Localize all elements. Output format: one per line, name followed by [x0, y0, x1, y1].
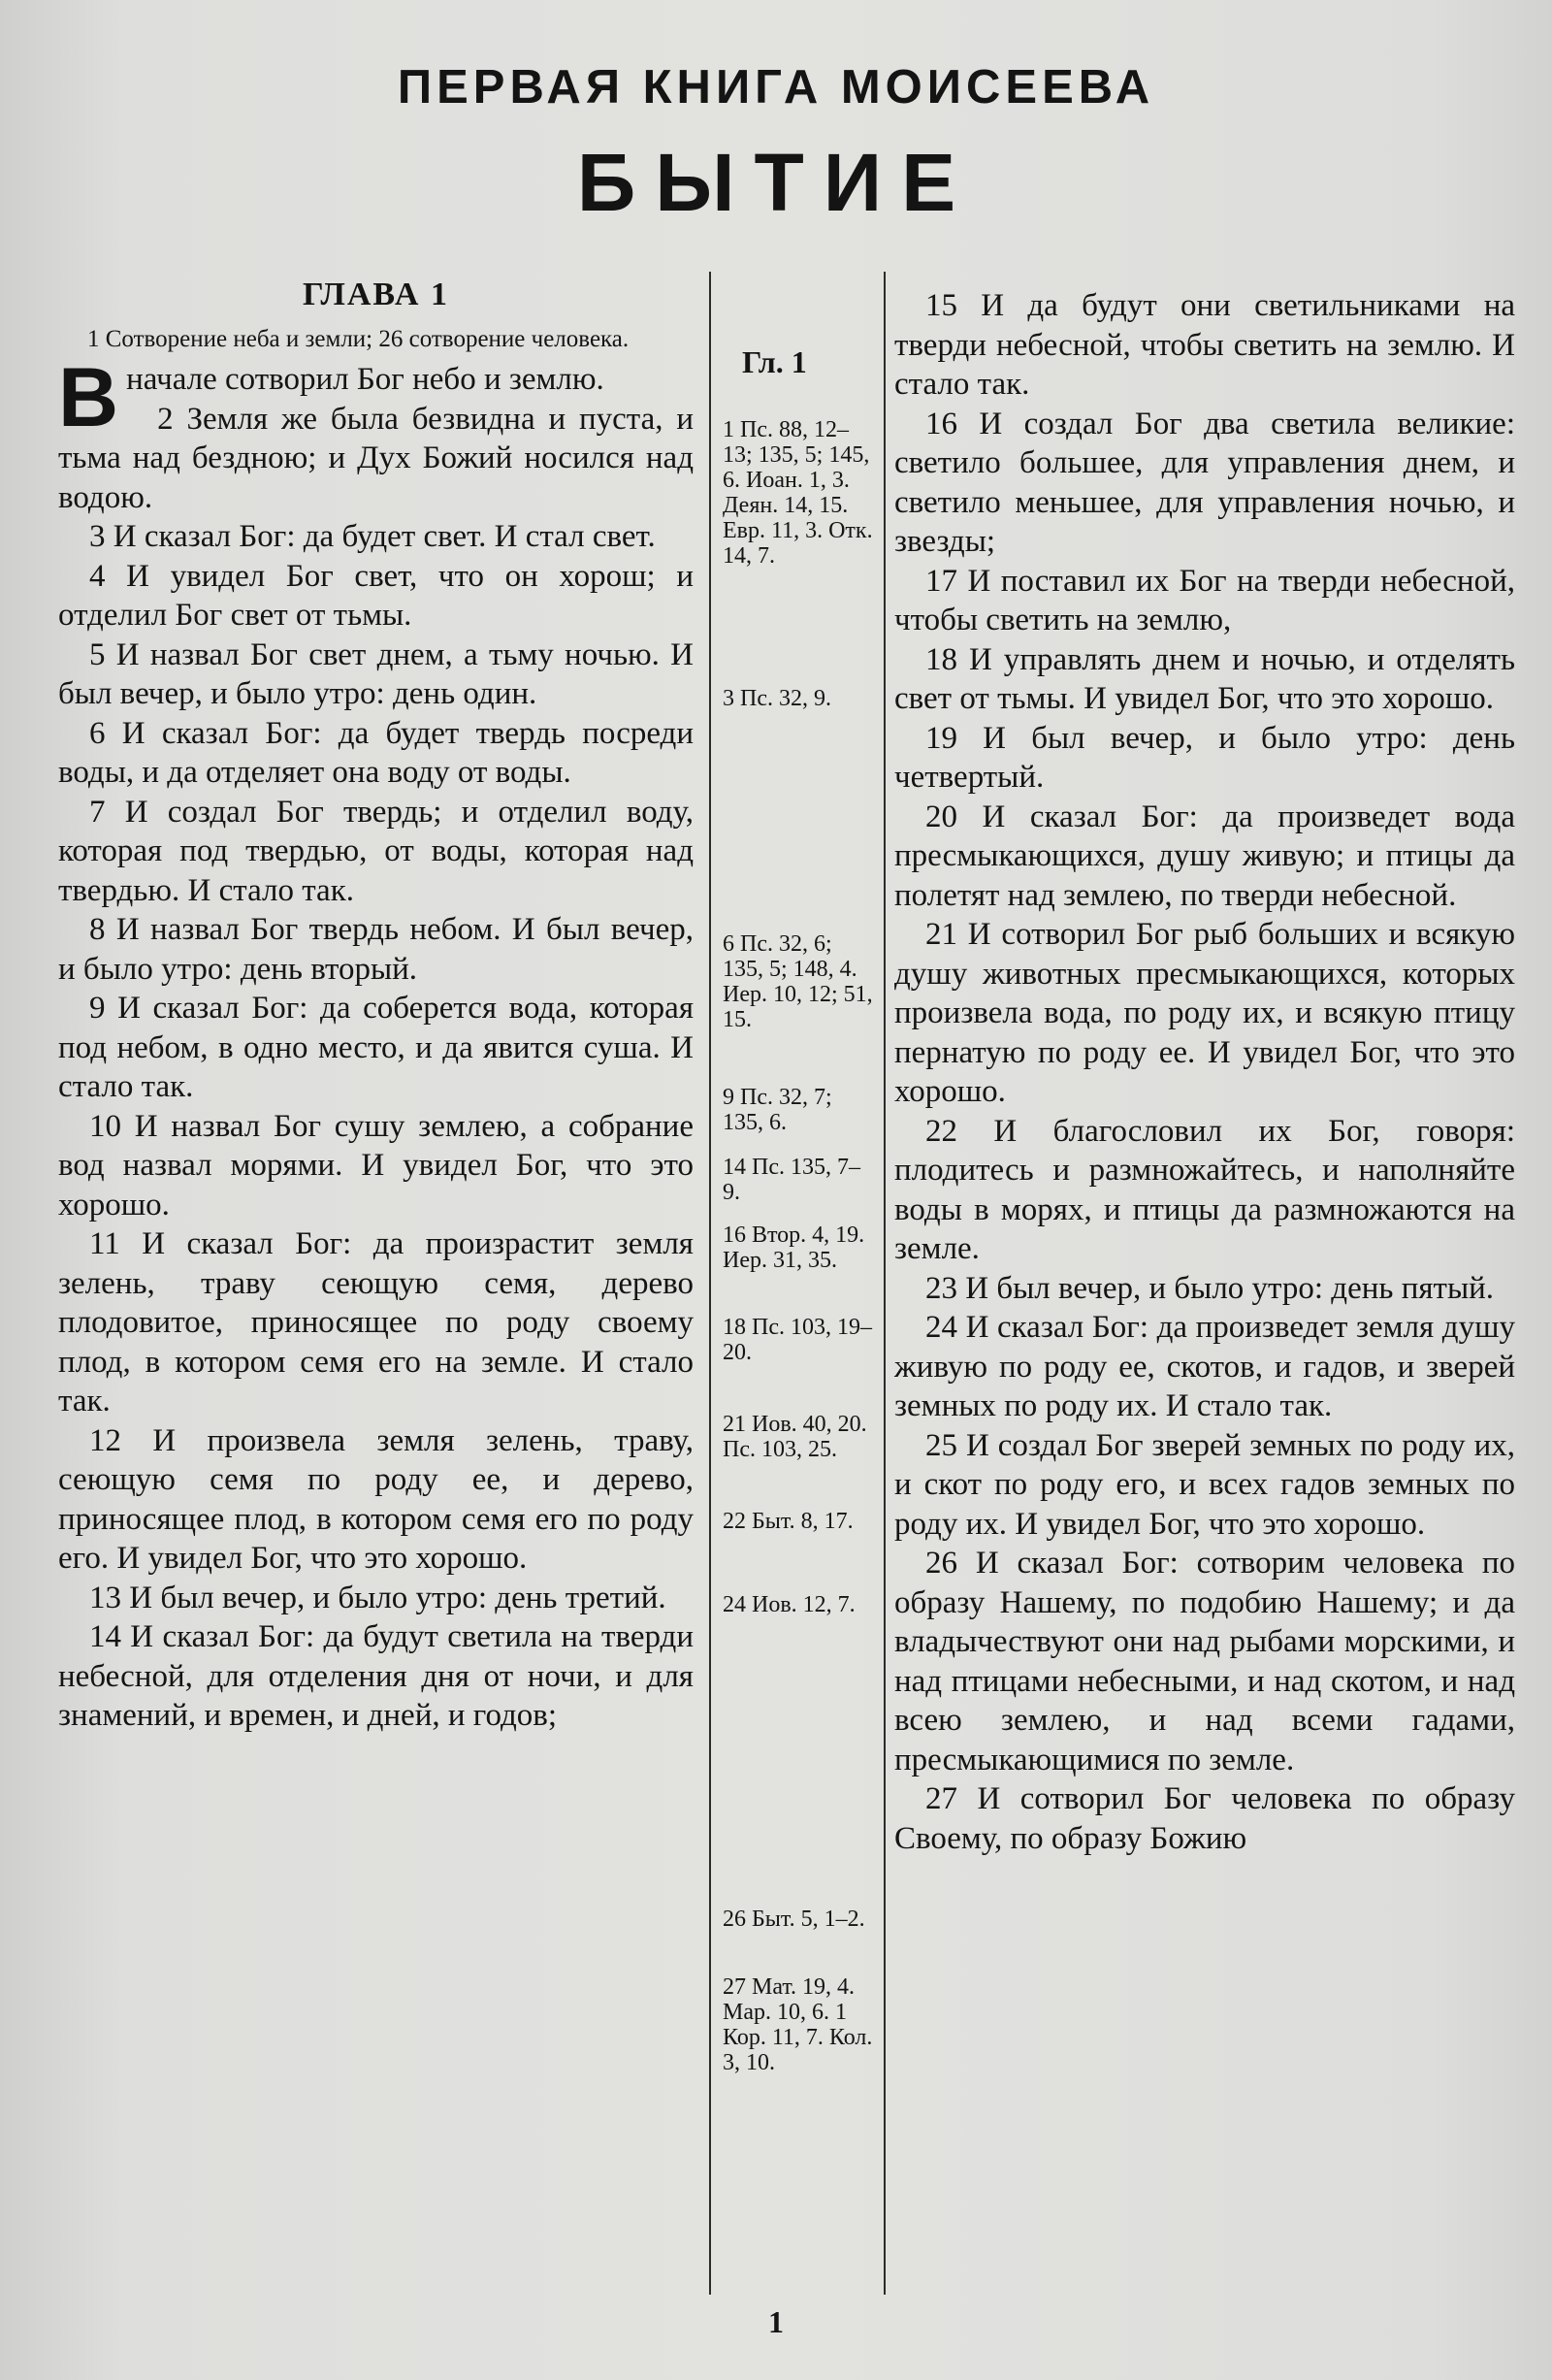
verse-10: 10 И назвал Бог сушу землею, а собрание вод назвал морями. И увидел Бог, что это хорошо.: [58, 1108, 694, 1223]
verse-18: 18 И управлять днем и ночью, и отделять свет от тьмы. И увидел Бог, что это хорошо.: [894, 641, 1515, 716]
verse-17: 17 И поставил их Бог на тверди небесной, чтобы светить на землю,: [894, 563, 1515, 637]
verse-27: 27 И сотворил Бог человека по образу Своему, по образу Божию: [894, 1781, 1515, 1856]
cross-ref: 16 Втор. 4, 19. Иер. 31, 35.: [723, 1223, 865, 1273]
verse-22: 22 И благословил их Бог, говоря: плодитесь и размножайтесь, и наполняйте воды в морях, и птицы да размножаются на земле.: [894, 1113, 1515, 1266]
verse-3: 3 И сказал Бог: да будет свет. И стал свет.: [89, 519, 656, 554]
column-divider-right: [884, 272, 886, 2295]
cross-ref: 18 Пс. 103, 19–20.: [723, 1315, 872, 1365]
verse-24: 24 И сказал Бог: да произведет земля душу живую по роду ее, скотов, и гадов, и зверей земных по роду их. И стало так.: [894, 1310, 1515, 1423]
chapter-heading: ГЛАВА 1: [303, 277, 449, 312]
verse-2: 2 Земля же была безвидна и пуста, и тьма над бездною; и Дух Божий носился над водою.: [58, 401, 694, 515]
cross-ref: 24 Иов. 12, 7.: [723, 1592, 856, 1617]
verse-11: 11 И сказал Бог: да произрастит земля зелень, траву сеющую семя, дерево плодовитое, приносящее по роду своему плод, в котором семя его на земле. И стало так.: [58, 1226, 694, 1418]
verse-5: 5 И назвал Бог свет днем, а тьму ночью. И был вечер, и было утро: день один.: [58, 636, 694, 711]
verse-text: начале сотворил Бог небо и землю.: [126, 362, 604, 397]
page-number: 1: [768, 2304, 784, 2339]
verse-13: 13 И был вечер, и было утро: день третий.: [89, 1580, 666, 1615]
verse-1: [58, 351, 694, 444]
cross-ref: 3 Пс. 32, 9.: [723, 686, 831, 711]
cross-ref: 1 Пс. 88, 12–13; 135, 5; 145, 6. Иоан. 1, 3. Деян. 14, 15. Евр. 11, 3. Отк. 14, 7.: [723, 417, 873, 569]
verse-6: 6 И сказал Бог: да будет твердь посреди воды, и да отделяет она воду от воды.: [58, 715, 694, 790]
verse-25: 25 И создал Бог зверей земных по роду их, и скот по роду его, и всех гадов земных по роду их. И увидел Бог, что это хорошо.: [894, 1427, 1515, 1542]
verse-12: 12 И произвела земля зелень, траву, сеющую семя по роду ее, и дерево, приносящее плод, в котором семя его по роду его. И увидел Бог, что это хорошо.: [58, 1422, 694, 1576]
verse-23: 23 И был вечер, и было утро: день пятый.: [925, 1270, 1495, 1306]
dropcap: В: [58, 351, 119, 444]
chapter-summary: 1 Сотворение неба и земли; 26 сотворение человека.: [87, 326, 630, 352]
cross-ref: 14 Пс. 135, 7–9.: [723, 1155, 860, 1205]
book-title: ПЕРВАЯ КНИГА МОИСЕЕВА: [397, 61, 1155, 114]
cross-ref: 21 Иов. 40, 20. Пс. 103, 25.: [723, 1412, 867, 1462]
verse-15: 15 И да будут они светильниками на тверди небесной, чтобы светить на землю. И стало так.: [894, 288, 1515, 402]
cross-ref: 9 Пс. 32, 7; 135, 6.: [723, 1085, 832, 1135]
verse-21: 21 И сотворил Бог рыб больших и всякую душу животных пресмыкающихся, которых произвела вода, по роду их, и всякую птицу пернатую по роду ее. И увидел Бог, что это хорошо.: [894, 917, 1515, 1109]
verse-7: 7 И создал Бог твердь; и отделил воду, которая под твердью, от воды, которая над твердью. И стало так.: [58, 794, 694, 908]
cross-reference-column: [723, 344, 878, 2075]
verse-16: 16 И создал Бог два светила великие: светило большее, для управления днем, и светило меньшее, для управления ночью, и звезды;: [894, 406, 1515, 559]
verse-26: 26 И сказал Бог: сотворим человека по образу Нашему, по подобию Нашему; и да владычествуют они над рыбами морскими, и над птицами небесными, и над скотом, и над всею землею, и над всеми гадами, пресмыкающимися по земле.: [894, 1546, 1515, 1777]
cross-ref: 6 Пс. 32, 6; 135, 5; 148, 4. Иер. 10, 12; 51, 15.: [723, 931, 873, 1032]
cross-ref: 27 Мат. 19, 4. Мар. 10, 6. 1 Кор. 11, 7. Кол. 3, 10.: [723, 1974, 873, 2075]
verse-20: 20 И сказал Бог: да произведет вода пресмыкающихся, душу живую; и птицы да полетят над землею, по тверди небесной.: [894, 799, 1515, 913]
cross-ref: 26 Быт. 5, 1–2.: [723, 1907, 865, 1932]
right-text-column: [894, 286, 1515, 1858]
verse-14: 14 И сказал Бог: да будут светила на тверди небесной, для отделения дня от ночи, и для знамений, и времен, и дней, и годов;: [58, 1619, 694, 1733]
verse-19: 19 И был вечер, и было утро: день четвертый.: [894, 720, 1515, 795]
book-name: БЫТИЕ: [576, 137, 976, 228]
cross-ref: 22 Быт. 8, 17.: [723, 1509, 854, 1534]
verse-9: 9 И сказал Бог: да соберется вода, которая под небом, в одно место, и да явится суша. И стало так.: [58, 991, 694, 1104]
left-text-column: [58, 277, 694, 1736]
verse-4: 4 И увидел Бог свет, что он хорош; и отделил Бог свет от тьмы.: [58, 558, 694, 633]
verse-8: 8 И назвал Бог твердь небом. И был вечер, и было утро: день вторый.: [58, 912, 694, 987]
column-divider-left: [709, 272, 711, 2295]
margin-chapter-label: Гл. 1: [742, 344, 807, 379]
